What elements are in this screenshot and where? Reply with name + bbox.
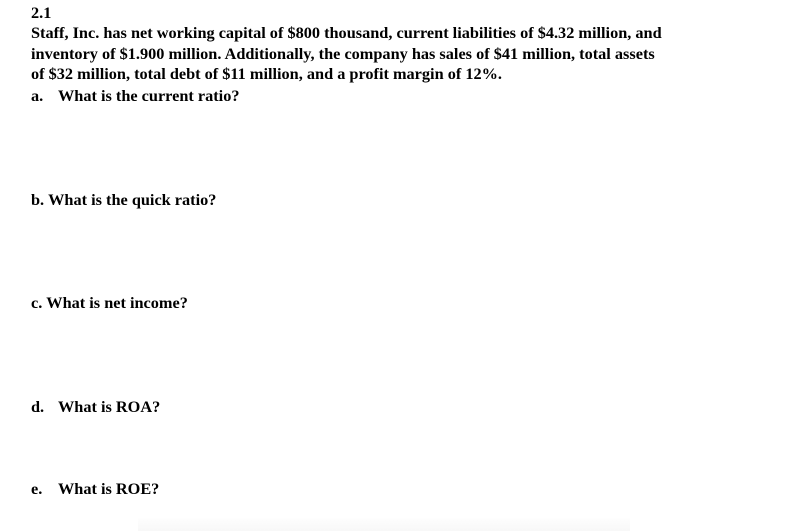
question-text: What is ROE? — [58, 479, 160, 498]
question-text: What is the quick ratio? — [48, 190, 217, 209]
question-label: c. — [31, 293, 43, 312]
question-d — [31, 397, 160, 417]
question-text: What is net income? — [46, 293, 188, 312]
question-c — [31, 293, 188, 313]
question-label: b. — [31, 190, 45, 209]
question-label: e. — [31, 479, 43, 498]
bottom-shadow — [138, 518, 630, 531]
question-e — [31, 479, 159, 499]
question-text: What is ROA? — [58, 397, 161, 416]
question-b — [31, 190, 216, 210]
question-text: What is the current ratio? — [58, 86, 240, 105]
statement-line: inventory of $1.900 million. Additionally, the company has sales of $41 million, total assets — [31, 43, 655, 63]
statement-line: Staff, Inc. has net working capital of $800 thousand, current liabilities of $4.32 million, and — [31, 23, 662, 42]
problem-statement — [31, 23, 662, 85]
problem-number: 2.1 — [31, 3, 52, 22]
question-label: d. — [31, 397, 45, 416]
statement-line: of $32 million, total debt of $11 million, and a profit margin of 12%. — [31, 64, 502, 83]
question-a — [31, 86, 239, 106]
question-label: a. — [31, 86, 44, 105]
